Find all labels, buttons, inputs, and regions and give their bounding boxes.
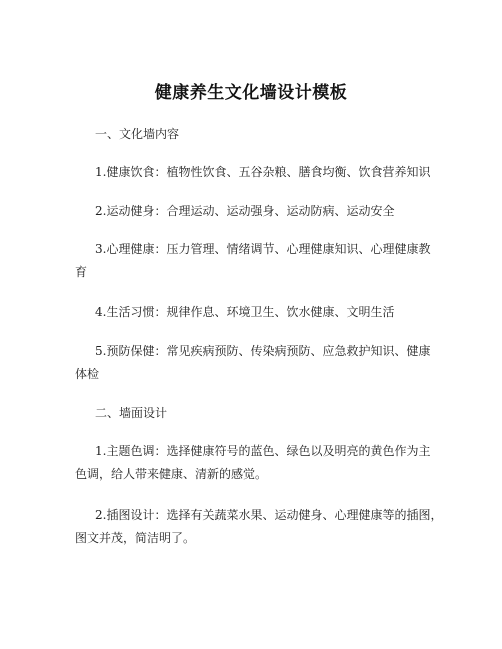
paragraph-mental-health-line2: 育 — [75, 265, 88, 279]
paragraph-mental-health-line1: 3.心理健康：压力管理、情绪调节、心理健康知识、心理健康教 — [95, 242, 431, 256]
document-title: 健康养生文化墙设计模板 — [154, 83, 348, 103]
paragraph-theme-color-line1: 1.主题色调：选择健康符号的蓝色、绿色以及明亮的黄色作为主 — [95, 444, 431, 458]
paragraph-prevention-line1: 5.预防保健：常见疾病预防、传染病预防、应急救护知识、健康 — [95, 344, 431, 358]
paragraph-healthy-diet: 1.健康饮食：植物性饮食、五谷杂粮、膳食均衡、饮食营养知识 — [95, 165, 431, 179]
paragraph-prevention-line2: 体检 — [75, 367, 100, 381]
paragraph-theme-color — [75, 442, 435, 483]
paragraph-illustration — [75, 506, 443, 547]
paragraph-illustration-line1: 2.插图设计：选择有关蔬菜水果、运动健身、心理健康等的插图， — [95, 508, 443, 522]
paragraph-living-habits: 4.生活习惯：规律作息、环境卫生、饮水健康、文明生活 — [95, 305, 395, 319]
section-heading-content: 一、文化墙内容 — [95, 127, 180, 141]
paragraph-theme-color-line2: 色调，给人带来健康、清新的感觉。 — [75, 467, 268, 481]
paragraph-exercise: 2.运动健身：合理运动、运动强身、运动防病、运动安全 — [95, 204, 395, 218]
paragraph-prevention — [75, 342, 435, 383]
section-heading-wall-design: 二、墙面设计 — [95, 406, 168, 420]
paragraph-mental-health — [75, 240, 435, 281]
paragraph-illustration-line2: 图文并茂，简洁明了。 — [75, 531, 196, 545]
